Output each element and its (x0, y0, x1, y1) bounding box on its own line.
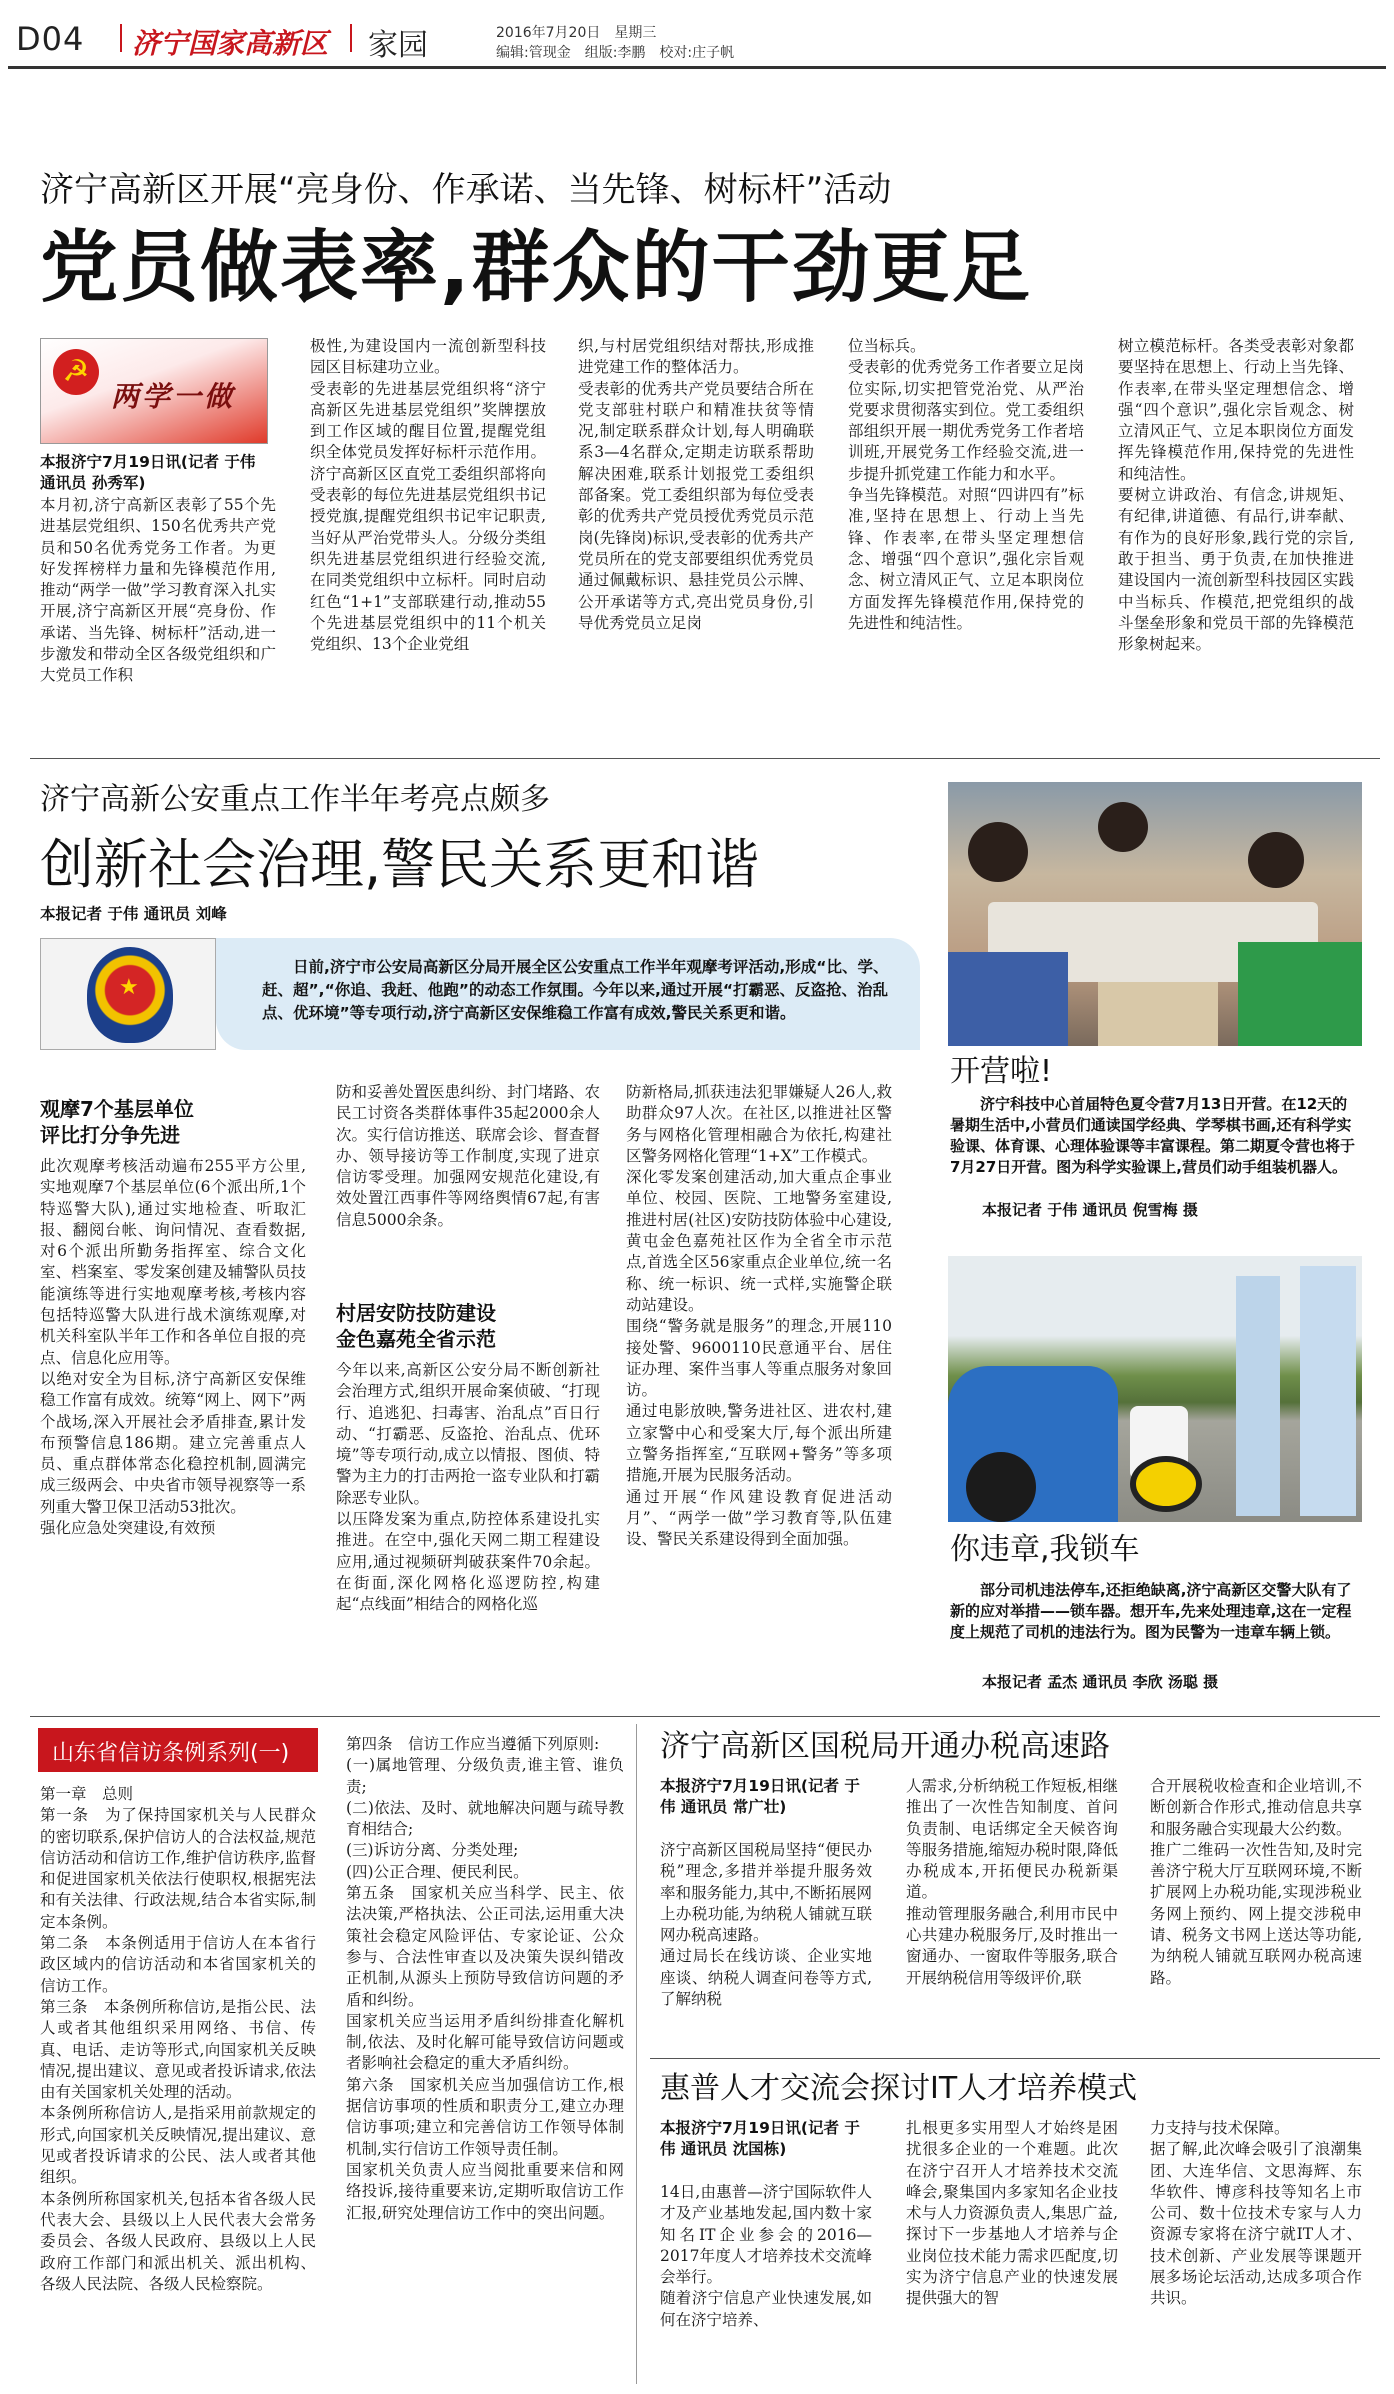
article-1-kicker: 济宁高新区开展“亮身份、作承诺、当先锋、树标杆”活动 (40, 170, 892, 210)
badge-text: 两学一做 (111, 380, 236, 413)
article-5-column-3: 力支持与技术保障。 据了解,此次峰会吸引了浪潮集团、大连华信、文思海辉、东华软件、博彦科技等知名上市公司、数十位技术专家与人力资源专家将在济宁就IT人才、技术创新、产业发展等课题开展多场论坛活动,达成多项合作共识。 (1150, 2119, 1362, 2308)
article-1-column-1: 本月初,济宁高新区表彰了55个先进基层党组织、150名优秀共产党员和50名优秀党务工作者。为更好发挥榜样力量和先锋模范作用,推动“两学一做”学习教育深入扎实开展,济宁高新区开展“亮身份、作承诺、当先锋、树标杆”活动,进一步激发和带动全区各级党组织和广大党员工作积 (40, 496, 276, 685)
article-1-title: 党员做表率,群众的干劲更足 (40, 223, 1032, 313)
article-5-byline: 本报济宁7月19日讯(记者 于伟 通讯员 沈国栋) (660, 2119, 860, 2158)
article-2-column-2b: 今年以来,高新区公安分局不断创新社会治理方式,组织开展命案侦破、“打现行、追逃犯、扫毒害、治乱点”百日行动、“打霸恶、反盗抢、治乱点、优环境”等专项行动,成立以情报、图侦、特警为主力的打击两抢一盗专业队和打霸除恶专业队。 以压降发案为重点,防控体系建设扎实推进。在空中,强化天网二期工程建设应用,通过视频研判破获案件70余起。在街面,深化网格化巡逻防控,构建起“点线面”相结合的网格化巡 (336, 1361, 600, 1614)
staff-credits: 编辑:管现金 组版:李鹏 校对:庄子帆 (496, 45, 735, 61)
photo-1-credit: 本报记者 于伟 通讯员 倪雪梅 摄 (982, 1201, 1198, 1219)
article-2-lead-box (216, 938, 920, 1050)
article-1-column-3: 织,与村居党组织结对帮扶,形成推进党建工作的整体活力。 受表彰的优秀共产党员要结合所在党支部驻村联户和精准扶贫等情况,制定联系群众计划,每人明确联系3—4名群众,定期走访联系帮助解决困难,联系计划报党工委组织部备案。党工委组织部为每位受表彰的优秀共产党员授优秀党员示范岗(先锋岗)标识,受表彰的优秀共产党员所在的党支部要组织优秀党员通过佩戴标识、悬挂党员公示牌、公开承诺等方式,亮出党员身份,引导优秀党员立足岗 (578, 337, 814, 632)
article-2-column-2: 防和妥善处置医患纠纷、封门堵路、农民工讨资各类群体事件35起2000余人次。实行信访推送、联席会诊、督查督办、领导接访等工作制度,实现了进京信访零受理。加强网安规范化建设,有效处置江西事件等网络舆情67起,有害信息5000余条。 (336, 1083, 600, 1229)
issue-date: 2016年7月20日 星期三 (496, 25, 657, 41)
article-2-subhead-2: 村居安防技防建设 金色嘉苑全省示范 (336, 1301, 496, 1351)
article-4-title: 济宁高新区国税局开通办税高速路 (660, 1729, 1110, 1764)
article-2-lead: 日前,济宁市公安局高新区分局开展全区公安重点工作半年观摩考评活动,形成“比、学、赶、超”,“你追、我赶、他跑”的动态工作氛围。今年以来,通过开展“打霸恶、反盗抢、治乱点、优环境”等专项行动,济宁高新区安保维稳工作富有成效,警民关系更和谐。 (262, 958, 889, 1022)
party-emblem-icon: ☭ (53, 349, 99, 395)
article-5-title: 惠普人才交流会探讨IT人才培养模式 (660, 2071, 1138, 2106)
regulation-column-2: 第四条 信访工作应当遵循下列原则: (一)属地管理、分级负责,谁主管、谁负责; (二)依法、及时、就地解决问题与疏导教育相结合; (三)诉访分离、分类处理; (四)公正合理、便民利民。 第五条 国家机关应当科学、民主、依法决策,严格执法、公正司法,运用重大决策社会稳定风险评估、专家论证、公众参与、合法性审查以及决策失误纠错改正机制,从源头上预防导致信访问题的矛盾和纠纷。 国家机关应当运用矛盾纠纷排查化解机制,依法、及时化解可能导致信访问题或者影响社会稳定的重大矛盾纠纷。 第六条 国家机关应当加强信访工作,根据信访事项的性质和职责分工,建立办理信访事项;建立和完善信访工作领导体制机制,实行信访工作领导责任制。 国家机关负责人应当阅批重要来信和网络投诉,接待重要来访,定期听取信访工作汇报,研究处理信访工作中的突出问题。 (346, 1735, 624, 2222)
photo-1-caption: 济宁科技中心首届特色夏令营7月13日开营。在12天的暑期生活中,小营员们通读国学经典、学琴棋书画,还有科学实验课、体育课、心理体验课等丰富课程。第二期夏令营也将于7月27日开营。图为科学实验课上,营员们动手组装机器人。 (950, 1095, 1356, 1176)
article-2-byline: 本报记者 于伟 通讯员 刘峰 (40, 905, 227, 923)
summer-camp-photo (948, 782, 1362, 1046)
article-4-column-1: 济宁高新区国税局坚持“便民办税”理念,多措并举提升服务效率和服务能力,其中,不断拓展网上办税功能,为纳税人铺就互联网办税高速路。 通过局长在线访谈、企业实地座谈、纳税人调查问卷等方式,了解纳税 (660, 1841, 872, 2009)
article-2-title: 创新社会治理,警民关系更和谐 (40, 833, 760, 896)
article-2-column-3: 防新格局,抓获违法犯罪嫌疑人26人,救助群众97人次。在社区,以推进社区警务与网格化管理相融合为依托,构建社区警务网格化管理“1+X”工作模式。 深化零发案创建活动,加大重点企事业单位、校园、医院、工地警务室建设,推进村居(社区)安防技防体验中心建设,黄屯金色嘉苑社区作为全省全市示范点,首选全区56家重点企业单位,统一名称、统一标识、统一式样,实施警企联动站建设。 围绕“警务就是服务”的理念,开展110接处警、9600110民意通平台、居住证办理、案件当事人等重点服务对象回访。 通过电影放映,警务进社区、进农村,建立家警中心和受案大厅,每个派出所建立警务指挥室,“互联网+警务”等多项措施,开展为民服务活动。 通过开展“作风建设教育促进活动月”、“两学一做”学习教育等,队伍建设、警民关系建设得到全面加强。 (626, 1083, 892, 1549)
regulation-series-title: 山东省信访条例系列(一) (52, 1741, 290, 1766)
regulation-column-1: 第一章 总则 第一条 为了保持国家机关与人民群众的密切联系,保护信访人的合法权益,规范信访活动和信访工作,维护信访秩序,监督和促进国家机关依法行使职权,根据宪法和有关法律、行政法规,结合本省实际,制定本条例。 第二条 本条例适用于信访人在本省行政区域内的信访活动和本省国家机关的信访工作。 第三条 本条例所称信访,是指公民、法人或者其他组织采用网络、书信、传真、电话、走访等形式,向国家机关反映情况,提出建议、意见或者投诉请求,依法由有关国家机关处理的活动。 本条例所称信访人,是指采用前款规定的形式,向国家机关反映情况,提出建议、意见或者投诉请求的公民、法人或者其他组织。 本条例所称国家机关,包括本省各级人民代表大会、县级以上人民代表大会常务委员会、各级人民政府、县级以上人民政府工作部门和派出机关、派出机构、各级人民法院、各级人民检察院。 (40, 1785, 316, 2293)
badge-liangxue-yizuo (40, 338, 268, 444)
masthead (8, 14, 1386, 64)
article-2-subhead-1: 观摩7个基层单位 评比打分争先进 (40, 1097, 194, 1147)
article-1-byline: 本报济宁7月19日讯(记者 于伟 通讯员 孙秀军) (40, 453, 256, 492)
photo-2-caption: 部分司机违法停车,还拒绝缺离,济宁高新区交警大队有了新的应对举措——锁车器。想开车,先来处理违章,这在一定程度上规范了司机的违法行为。图为民警为一违章车辆上锁。 (950, 1581, 1352, 1641)
article-5-column-1: 14日,由惠普—济宁国际软件人才及产业基地发起,国内数十家知名IT企业参会的2016—2017年度人才培养技术交流峰会举行。 随着济宁信息产业快速发展,如何在济宁培养、 (660, 2183, 872, 2329)
article-4-column-2: 人需求,分析纳税工作短板,相继推出了一次性告知制度、首问负责制、电话绑定全天候咨询等服务措施,缩短办税时限,降低办税成本,开拓便民办税新渠道。 推动管理服务融合,利用市民中心共建办税服务厅,及时推出一窗通办、一窗取件等服务,联合开展纳税信用等级评价,联 (906, 1777, 1118, 1987)
regulation-series-banner (38, 1728, 318, 1772)
article-2-kicker: 济宁高新公安重点工作半年考亮点颇多 (40, 782, 550, 817)
photo-1-title: 开营啦! (950, 1054, 1053, 1089)
article-4-byline: 本报济宁7月19日讯(记者 于伟 通讯员 常广壮) (660, 1777, 860, 1816)
article-5-column-2: 扎根更多实用型人才始终是困扰很多企业的一个难题。此次在济宁召开人才培养技术交流峰会,聚集国内多家知名企业技术与人力资源负责人,集思广益,探讨下一步基地人才培养与企业岗位技术能力需求匹配度,切实为济宁信息产业的快速发展提供强大的智 (906, 2119, 1118, 2308)
photo-2-credit: 本报记者 孟杰 通讯员 李欣 汤聪 摄 (982, 1673, 1219, 1691)
article-4-column-3: 合开展税收检查和企业培训,不断创新合作形式,推动信息共享和服务融合实现最大公约数。 推广二维码一次性告知,及时完善济宁税大厅互联网环境,不断扩展网上办税功能,实现涉税业务网上预约、网上提交涉税申请、税务文书网上送达等功能,为纳税人铺就互联网办税高速路。 (1150, 1777, 1362, 1987)
article-1-column-4: 位当标兵。 受表彰的优秀党务工作者要立足岗位实际,切实把管党治党、从严治党要求贯彻落实到位。党工委组织部组织开展一期优秀党务工作者培训班,开展党务工作经验交流,进一步提升抓党建工作能力和水平。 争当先锋模范。对照“四讲四有”标准,坚持在思想上、行动上当先锋、作表率,在带头坚定理想信念、增强“四个意识”,强化宗旨观念、树立清风正气、立足本职岗位方面发挥先锋模范作用,保持党的先进性和纯洁性。 (848, 337, 1084, 632)
section-name: 家园 (368, 28, 428, 63)
article-1-column-5: 树立模范标杆。各类受表彰对象都要坚持在思想上、行动上当先锋、作表率,在带头坚定理想信念、增强“四个意识”,强化宗旨观念、树立清风正气、立足本职岗位方面发挥先锋模范作用,保持党的先进性和纯洁性。 要树立讲政治、有信念,讲规矩、有纪律,讲道德、有品行,讲奉献、有作为的良好形象,践行党的宗旨,敢于担当、勇于负责,在加快推进建设国内一流创新型科技园区实践中当标兵、作模范,把党组织的战斗堡垒形象和党员干部的先锋模范形象树起来。 (1118, 337, 1354, 654)
photo-2-title: 你违章,我锁车 (950, 1532, 1140, 1567)
page-number: D04 (16, 20, 85, 58)
article-2-column-1: 此次观摩考核活动遍布255平方公里,实地观摩7个基层单位(6个派出所,1个特巡警大队),通过实地检查、听取汇报、翻阅台帐、询问情况、查看数据,对6个派出所勤务指挥室、综合文化室、档案室、零发案创建及辅警队员技能演练等进行实地观摩考核,考核内容包括特巡警大队进行战术演练观摩,对机关科室队半年工作和各单位自报的亮点、信息化应用等。 以绝对安全为目标,济宁高新区安保维稳工作富有成效。统筹“网上、网下”两个战场,深入开展社会矛盾排查,累计发布预警信息186期。建立完善重点人员、重点群体常态化稳控机制,圆满完成三级两会、中央省市领导视察等一系列重大警卫保卫活动53批次。 强化应急处突建设,有效预 (40, 1157, 306, 1538)
article-1-column-2: 极性,为建设国内一流创新型科技园区目标建功立业。 受表彰的先进基层党组织将“济宁高新区先进基层党组织”奖牌摆放到工作区域的醒目位置,提醒党组织全体党员发挥好标杆示范作用。济宁高新区区直党工委组织部将向受表彰的每位先进基层党组织书记授党旗,提醒党组织书记牢记职责,当好从严治党带头人。分级分类组织先进基层党组织进行经验交流,在同类党组织中立标杆。同时启动红色“1+1”支部联建行动,推动55个先进基层党组织中的11个机关党组织、13个企业党组 (310, 337, 546, 654)
paper-name: 济宁国家高新区 (132, 27, 329, 60)
police-emblem-icon: ★ (40, 938, 216, 1050)
traffic-lock-photo (948, 1256, 1362, 1522)
